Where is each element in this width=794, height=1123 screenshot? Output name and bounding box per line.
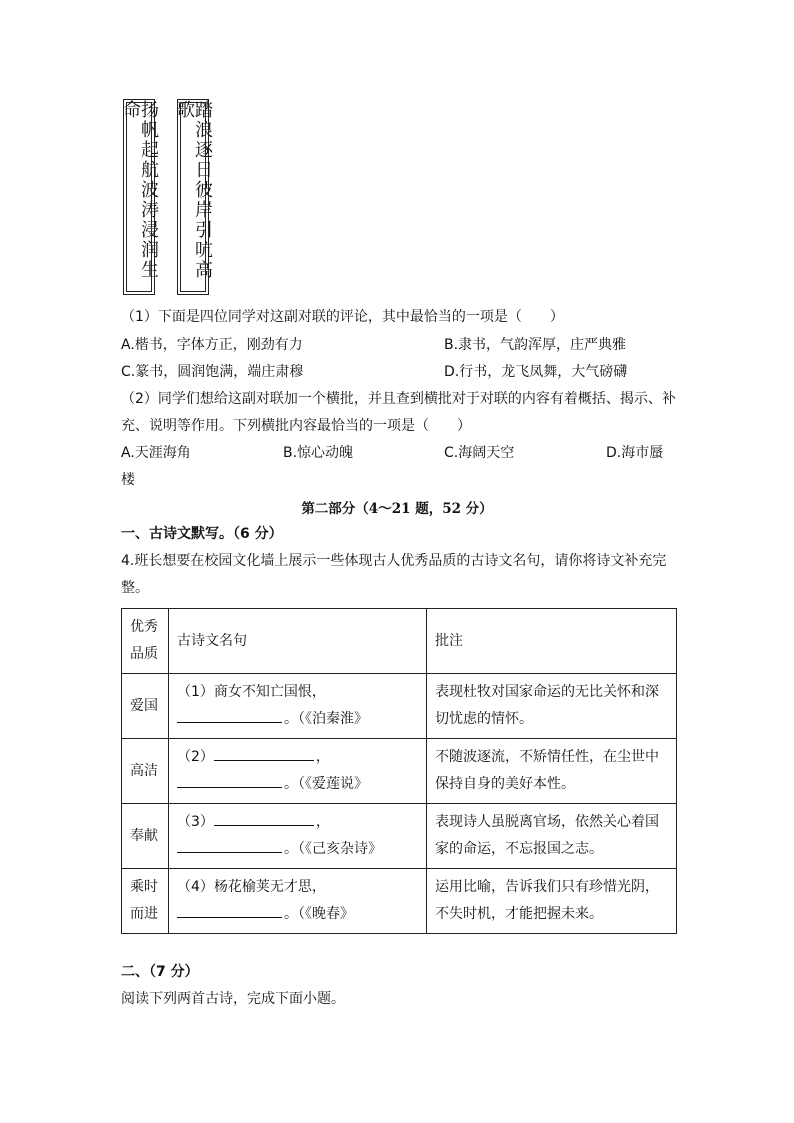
quality-cell: 乘时 而进 <box>122 869 169 934</box>
q1-stem: （1）下面是四位同学对这副对联的评论，其中最恰当的一项是（ ） <box>121 309 564 325</box>
table-row <box>122 739 677 804</box>
note-cell: 不随波逐流，不矫情任性，在尘世中 保持自身的美好本性。 <box>427 739 677 804</box>
header-note: 批注 <box>427 609 677 674</box>
q1-option-d[interactable]: D.行书，龙飞凤舞，大气磅礴 <box>444 364 628 380</box>
quality-cell: 高洁 <box>122 739 169 804</box>
fill-blank[interactable] <box>214 810 314 826</box>
q2-stem-line1: （2）同学们想给这副对联加一个横批，并且查到横批对于对联的内容有着概括、揭示、补 <box>121 391 676 407</box>
couplet-right-text: 踏浪逐日彼岸引吭高歌 <box>174 100 213 280</box>
fill-blank[interactable] <box>177 837 282 853</box>
quality-cell: 爱国 <box>122 674 169 739</box>
fill-blank[interactable] <box>177 902 282 918</box>
q1-option-c[interactable]: C.篆书，圆润饱满，端庄肃穆 <box>121 364 304 380</box>
quality-cell: 奉献 <box>122 804 169 869</box>
note-cell: 表现诗人虽脱离官场，依然关心着国 家的命运，不忘报国之志。 <box>427 804 677 869</box>
section1-title: 一、古诗文默写。（6 分） <box>121 526 283 542</box>
header-verse: 古诗文名句 <box>169 609 427 674</box>
fill-blank[interactable] <box>214 745 314 761</box>
q2-option-c[interactable]: C.海阔天空 <box>444 445 515 461</box>
q2-option-a[interactable]: A.天涯海角 <box>121 445 191 461</box>
couplet-left-scroll <box>120 99 159 295</box>
header-quality: 优秀 品质 <box>122 609 169 674</box>
note-cell: 运用比喻，告诉我们只有珍惜光阴， 不失时机，才能把握未来。 <box>427 869 677 934</box>
verse-cell: （3） ， 。（《己亥杂诗》 <box>169 804 427 869</box>
table-row <box>122 804 677 869</box>
q2-option-d-wrap: 楼 <box>121 472 135 488</box>
verse-cell: （2） ， 。（《爱莲说》 <box>169 739 427 804</box>
note-cell: 表现杜牧对国家命运的无比关怀和深 切忧虑的情怀。 <box>427 674 677 739</box>
table-header-row <box>122 609 677 674</box>
verse-cell: （4）杨花榆荚无才思， 。（《晚春》 <box>169 869 427 934</box>
table-row <box>122 674 677 739</box>
q1-option-a[interactable]: A.楷书，字体方正，刚劲有力 <box>121 337 303 353</box>
q1-option-b[interactable]: B.隶书，气韵浑厚，庄严典雅 <box>444 337 627 353</box>
part2-title: 第二部分（4～21 题，52 分） <box>301 501 493 517</box>
q4-line2: 整。 <box>121 580 149 596</box>
q2-option-d[interactable]: D.海市蜃 <box>606 445 664 461</box>
section2-intro: 阅读下列两首古诗，完成下面小题。 <box>121 991 345 1007</box>
couplet-right-scroll <box>174 99 213 295</box>
q2-option-b[interactable]: B.惊心动魄 <box>283 445 354 461</box>
poem-table <box>121 608 677 934</box>
fill-blank[interactable] <box>177 707 282 723</box>
table-row <box>122 869 677 934</box>
fill-blank[interactable] <box>177 772 282 788</box>
q4-line1: 4.班长想要在校园文化墙上展示一些体现古人优秀品质的古诗文名句，请你将诗文补充完 <box>121 553 667 569</box>
verse-cell: （1）商女不知亡国恨， 。（《泊秦淮》 <box>169 674 427 739</box>
section2-title: 二、（7 分） <box>121 964 199 980</box>
q2-stem-line2: 充、说明等作用。下列横批内容最恰当的一项是（ ） <box>121 418 471 434</box>
couplet-left-text: 扬帆起航波涛浸润生命 <box>120 100 159 280</box>
